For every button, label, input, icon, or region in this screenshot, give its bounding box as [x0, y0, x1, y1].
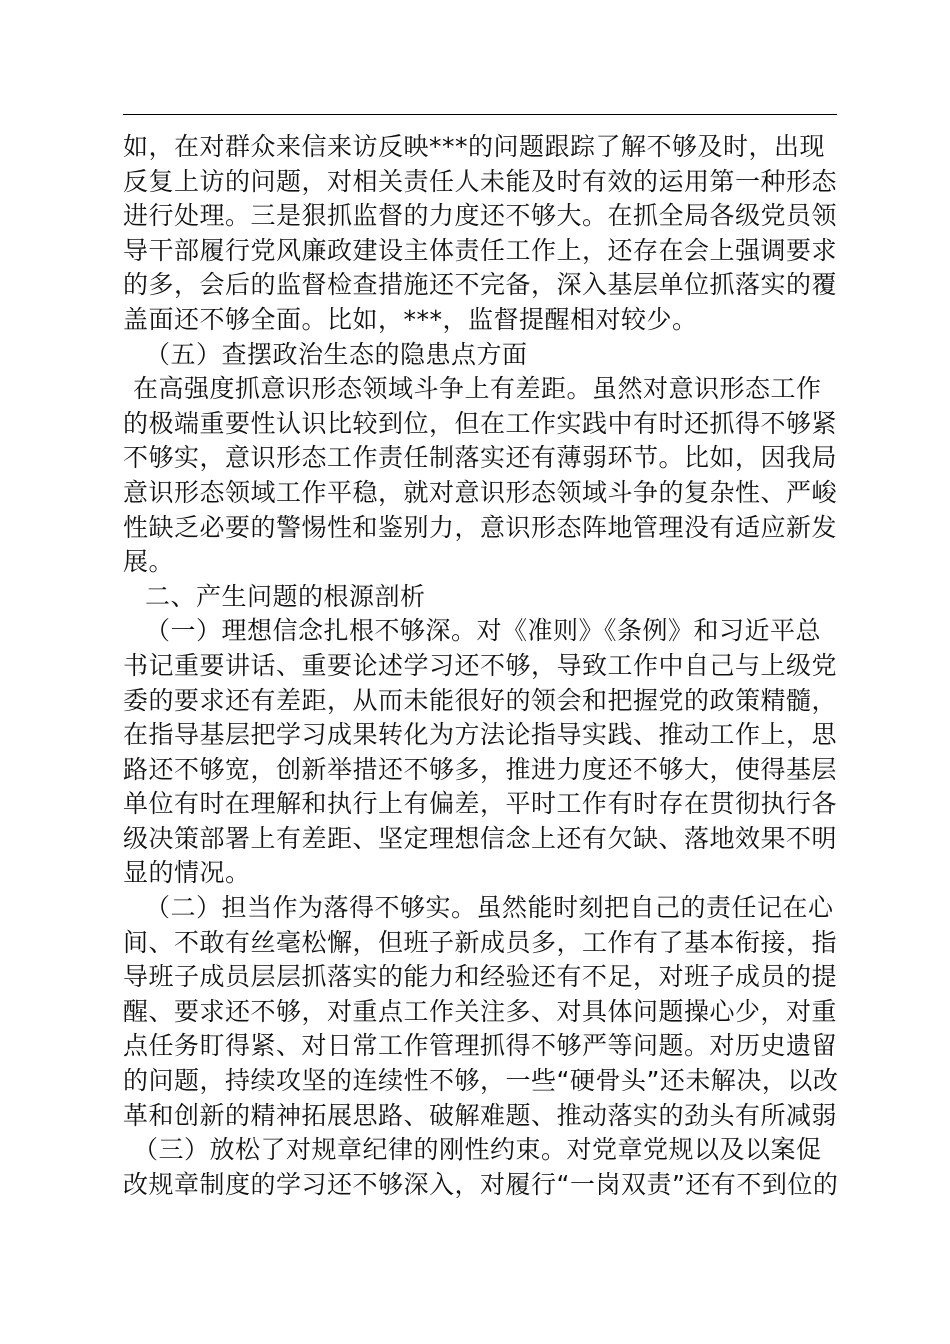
text-line: 导干部履行党风廉政建设主体责任工作上，还存在会上强调要求 [123, 235, 838, 265]
document-body [123, 130, 841, 1202]
text-line: 导班子成员层层抓落实的能力和经验还有不足，对班子成员的提 [123, 962, 838, 992]
text-line: 间、不敢有丝毫松懈，但班子新成员多，工作有了基本衔接，指 [123, 927, 838, 957]
text-line: 显的情况。 [123, 858, 251, 888]
section-heading: （五）查摆政治生态的隐患点方面 [145, 339, 528, 369]
text-line: 改规章制度的学习还不够深入，对履行“一岗双责”还有不到位的 [123, 1169, 839, 1199]
text-line: 单位有时在理解和执行上有偏差，平时工作有时存在贯彻执行各 [123, 789, 838, 819]
text-line: 的多，会后的监督检查措施还不完备，深入基层单位抓落实的覆 [123, 270, 838, 300]
text-line: 级决策部署上有差距、坚定理想信念上还有欠缺、落地效果不明 [123, 823, 838, 853]
section-heading: 二、产生问题的根源剖析 [145, 581, 426, 611]
text-line: 不够实，意识形态工作责任制落实还有薄弱环节。比如，因我局 [123, 443, 838, 473]
text-line: 革和创新的精神拓展思路、破解难题、推动落实的劲头有所减弱 [123, 1100, 838, 1130]
text-line: 盖面还不够全面。比如，***，监督提醒相对较少。 [123, 304, 698, 334]
text-line: 书记重要讲话、重要论述学习还不够，导致工作中自己与上级党 [123, 650, 838, 680]
text-line: 反复上访的问题，对相关责任人未能及时有效的运用第一种形态 [123, 166, 838, 196]
text-line: 意识形态领域工作平稳，就对意识形态领域斗争的复杂性、严峻 [123, 477, 838, 507]
text-line: 醒、要求还不够，对重点工作关注多、对具体问题操心少，对重 [123, 996, 838, 1026]
text-line: 性缺乏必要的警惕性和鉴别力，意识形态阵地管理没有适应新发 [123, 512, 838, 542]
text-line: 的极端重要性认识比较到位，但在工作实践中有时还抓得不够紧 [123, 408, 838, 438]
text-line: 展。 [123, 547, 175, 577]
header-rule [123, 114, 837, 115]
paragraph-first-line: （三）放松了对规章纪律的刚性约束。对党章党规以及以案促 [133, 1135, 822, 1165]
text-line: 点任务盯得紧、对日常工作管理抓得不够严等问题。对历史遗留 [123, 1031, 838, 1061]
paragraph-first-line: （一）理想信念扎根不够深。对《准则》《条例》和习近平总 [145, 616, 822, 646]
text-line: 路还不够宽，创新举措还不够多，推进力度还不够大，使得基层 [123, 754, 838, 784]
text-line: 进行处理。三是狠抓监督的力度还不够大。在抓全局各级党员领 [123, 201, 838, 231]
text-line: 在指导基层把学习成果转化为方法论指导实践、推动工作上，思 [123, 720, 838, 750]
text-line: 如，在对群众来信来访反映***的问题跟踪了解不够及时，出现 [123, 132, 826, 161]
paragraph-first-line: 在高强度抓意识形态领域斗争上有差距。虽然对意识形态工作 [133, 374, 822, 404]
text-line: 委的要求还有差距，从而未能很好的领会和把握党的政策精髓， [123, 685, 838, 715]
text-line: 的问题，持续攻坚的连续性不够，一些“硬骨头”还未解决，以改 [123, 1066, 839, 1096]
paragraph-first-line: （二）担当作为落得不够实。虽然能时刻把自己的责任记在心 [145, 893, 834, 923]
